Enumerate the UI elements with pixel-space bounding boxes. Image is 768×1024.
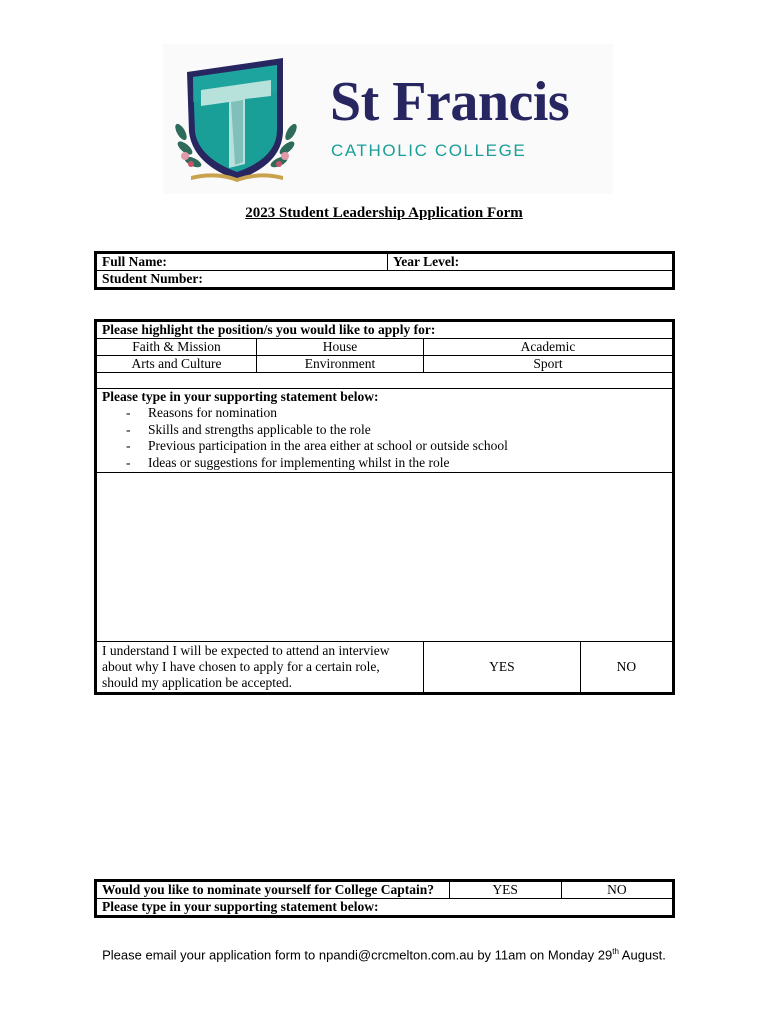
footer-ordinal: th [612,947,619,956]
submission-instructions [0,947,768,962]
student-number-label: Student Number: [102,271,203,286]
position-academic[interactable]: Academic [424,339,674,356]
position-environment[interactable]: Environment [257,356,424,373]
statement-instructions [96,389,674,473]
captain-statement-prompt: Please type in your supporting statement below: [96,899,674,917]
positions-prompt: Please highlight the position/s you would like to apply for: [96,321,674,339]
year-level-field[interactable] [388,253,674,271]
list-item: - Previous participation in the area either at school or outside school [122,438,667,455]
full-name-label: Full Name: [102,254,167,269]
interview-no-option[interactable]: NO [580,642,673,694]
list-item: - Ideas or suggestions for implementing whilst in the role [122,455,667,472]
college-logo [163,44,613,194]
form-title: 2023 Student Leadership Application Form [245,205,523,221]
position-house[interactable]: House [257,339,424,356]
statement-points-list [102,405,667,471]
captain-no-option[interactable]: NO [561,881,673,899]
footer-text: Please email your application form to npandi@crcmelton.com.au by 11am on Monday 29 [102,947,613,963]
captain-yes-option[interactable]: YES [449,881,561,899]
full-name-field[interactable] [96,253,388,271]
captain-question: Would you like to nominate yourself for College Captain? [96,881,450,899]
position-faith-mission[interactable]: Faith & Mission [96,339,257,356]
footer-text-end: August. [618,947,666,963]
student-details-table [94,251,675,290]
position-arts-culture[interactable]: Arts and Culture [96,356,257,373]
positions-table [94,319,675,695]
interview-yes-option[interactable]: YES [424,642,581,694]
college-crest-icon [171,52,306,187]
list-item: - Reasons for nomination [122,405,667,422]
spacer-row [96,373,674,389]
college-name: St Francis [330,71,570,133]
college-captain-table [94,879,675,918]
list-item: - Skills and strengths applicable to the role [122,422,667,439]
position-sport[interactable]: Sport [424,356,674,373]
student-number-field[interactable] [96,271,674,289]
statement-answer-area[interactable] [96,473,674,642]
interview-acknowledgement: I understand I will be expected to attend an interview about why I have chosen to apply for a certain role, should my application be accepted. [96,642,424,694]
year-level-label: Year Level: [393,254,460,269]
college-subtitle: CATHOLIC COLLEGE [331,141,527,160]
statement-prompt: Please type in your supporting statement below: [102,389,379,404]
